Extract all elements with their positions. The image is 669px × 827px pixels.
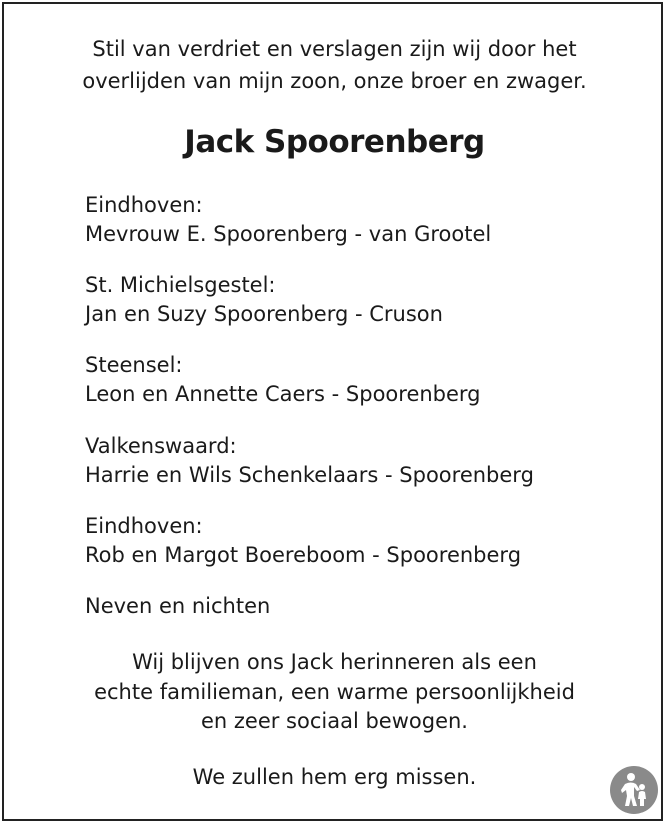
remembrance-line-3: en zeer sociaal bewogen. — [200, 709, 468, 733]
intro-line-1: Stil van verdriet en verslagen zijn wij door het — [92, 37, 577, 61]
remembrance-line-2: echte familieman, een warme persoonlijkheid — [94, 680, 575, 704]
family-names-5: Rob en Margot Boereboom - Spoorenberg — [85, 543, 522, 567]
others-line: Neven en nichten — [85, 594, 271, 618]
family-place-2: St. Michielsgestel: — [85, 273, 276, 297]
family-names-4: Harrie en Wils Schenkelaars - Spoorenberg — [85, 463, 534, 487]
family-names-3: Leon en Annette Caers - Spoorenberg — [85, 382, 481, 406]
family-names-2: Jan en Suzy Spoorenberg - Cruson — [85, 302, 443, 326]
deceased-name: Jack Spoorenberg — [184, 124, 485, 160]
family-names-1: Mevrouw E. Spoorenberg - van Grootel — [85, 222, 492, 246]
closing-line: We zullen hem erg missen. — [192, 765, 477, 789]
intro-line-2: overlijden van mijn zoon, onze broer en zwager. — [82, 69, 587, 93]
family-place-5: Eindhoven: — [85, 514, 203, 538]
memorial-figures-icon — [610, 766, 658, 814]
family-place-1: Eindhoven: — [85, 193, 203, 217]
family-place-4: Valkenswaard: — [85, 434, 237, 458]
remembrance-line-1: Wij blijven ons Jack herinneren als een — [132, 650, 537, 674]
family-place-3: Steensel: — [85, 353, 183, 377]
